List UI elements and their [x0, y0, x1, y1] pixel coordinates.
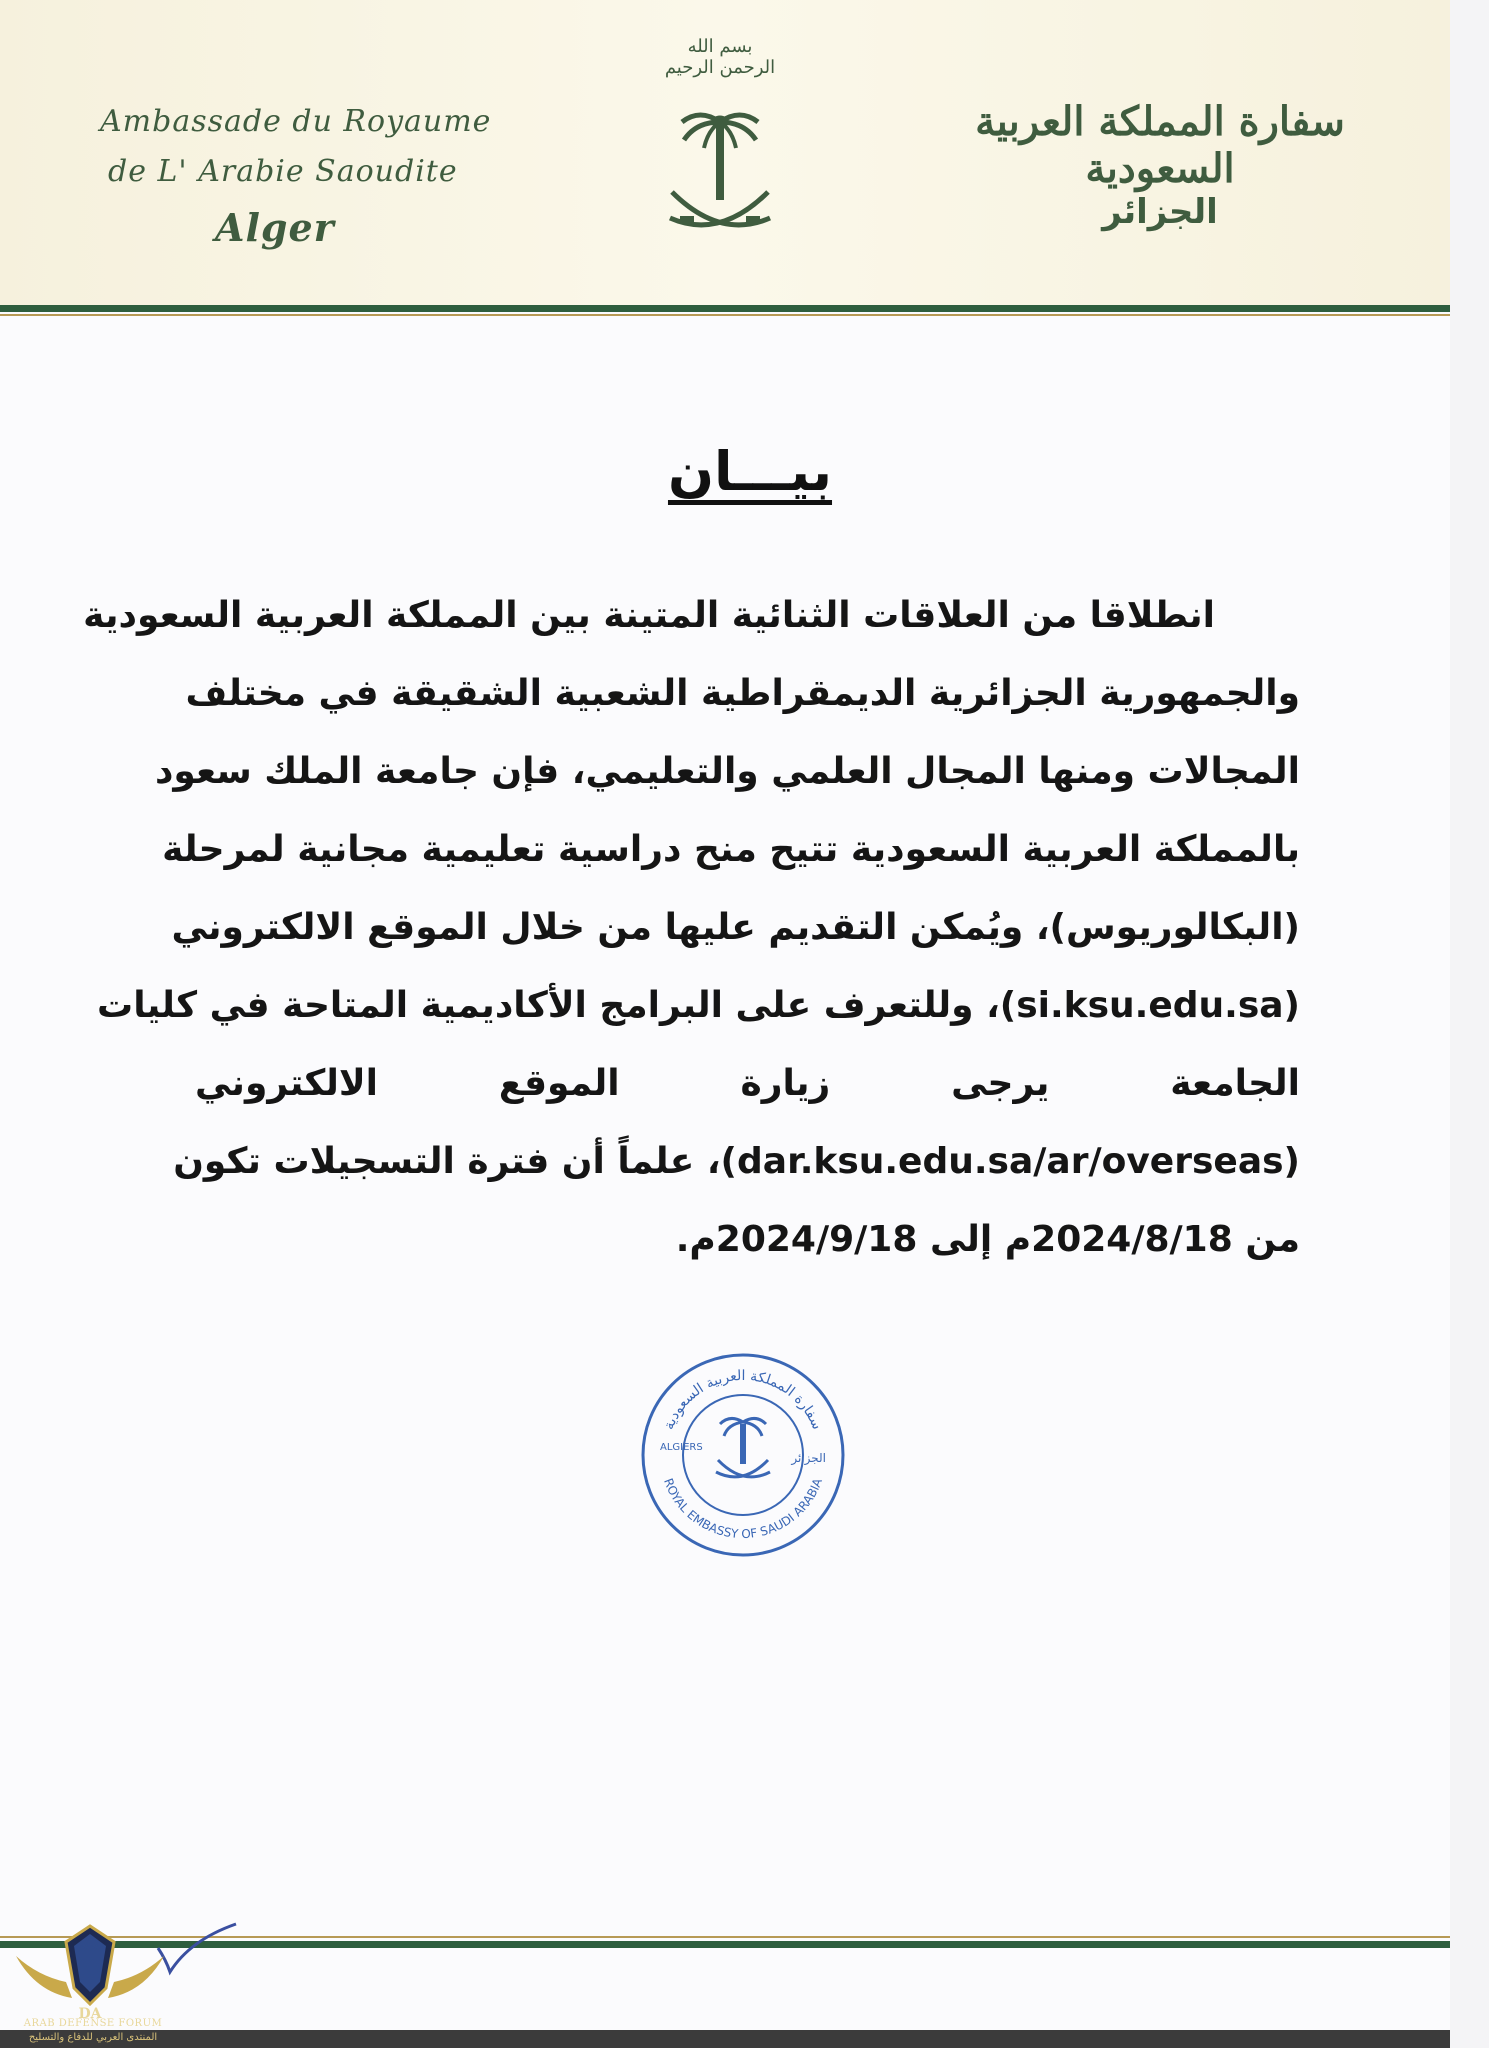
arabic-city: الجزائر [1102, 192, 1218, 232]
watermark-arabic: المنتدى العربي للدفاع والتسليح [28, 2032, 158, 2043]
stamp-right-text: الجزائر [791, 1451, 826, 1465]
watermark-name: ARAB DEFENSE FORUM [23, 2018, 163, 2029]
palm-swords-emblem-icon [660, 100, 780, 250]
header-rule-green [0, 305, 1450, 312]
french-name-line1: Ambassade du Royaume [100, 104, 492, 139]
body-line-3: المجالات ومنها المجال العلمي والتعليمي، فإن جامعة الملك سعود [154, 751, 1300, 792]
french-name-line2: de L' Arabie Saoudite [108, 154, 458, 189]
body-line-8: (dar.ksu.edu.sa/ar/overseas)، علماً أن فترة التسجيلات تكون [173, 1141, 1300, 1182]
body-line-7: الجامعة يرجى زيارة الموقع الالكتروني [195, 1063, 1300, 1104]
arabic-embassy-name: سفارة المملكة العربية السعودية [975, 98, 1345, 192]
body-line-5: (البكالوريوس)، ويُمكن التقديم عليها من خلال الموقع الالكتروني [171, 907, 1300, 948]
stamp-emblem-icon [716, 1418, 770, 1476]
scan-edge [1450, 0, 1489, 2048]
header-rule-gold [0, 314, 1450, 316]
arab-defense-forum-logo-icon [10, 1922, 170, 2048]
body-line-4: بالمملكة العربية السعودية تتيح منح دراسية تعليمية مجانية لمرحلة [162, 829, 1300, 870]
document-title: بيـــان [667, 440, 833, 503]
embassy-stamp [638, 1350, 848, 1560]
svg-text:ROYAL EMBASSY OF SAUDI ARABIA [661, 1476, 825, 1541]
body-line-2: والجمهورية الجزائرية الديمقراطية الشعبية الشقيقة في مختلف [185, 673, 1300, 714]
stamp-arabic-text: سفارة المملكة العربية السعودية [660, 1367, 826, 1433]
basmala: بسم الله الرحمن الرحيم [664, 36, 776, 78]
body-line-9: من 2024/8/18م إلى 2024/9/18م. [675, 1219, 1300, 1260]
letterhead [0, 0, 1450, 305]
french-city: Alger [215, 205, 335, 250]
logo-abbr: DA [78, 2006, 102, 2022]
body-line-1: انطلاقا من العلاقات الثنائية المتينة بين المملكة العربية السعودية [83, 595, 1215, 636]
body-line-6: (si.ksu.edu.sa)، وللتعرف على البرامج الأكاديمية المتاحة في كليات [97, 985, 1300, 1026]
stamp-left-text: ALGIERS [660, 1442, 703, 1453]
stamp-english-text: ROYAL EMBASSY OF SAUDI ARABIA [661, 1476, 825, 1542]
